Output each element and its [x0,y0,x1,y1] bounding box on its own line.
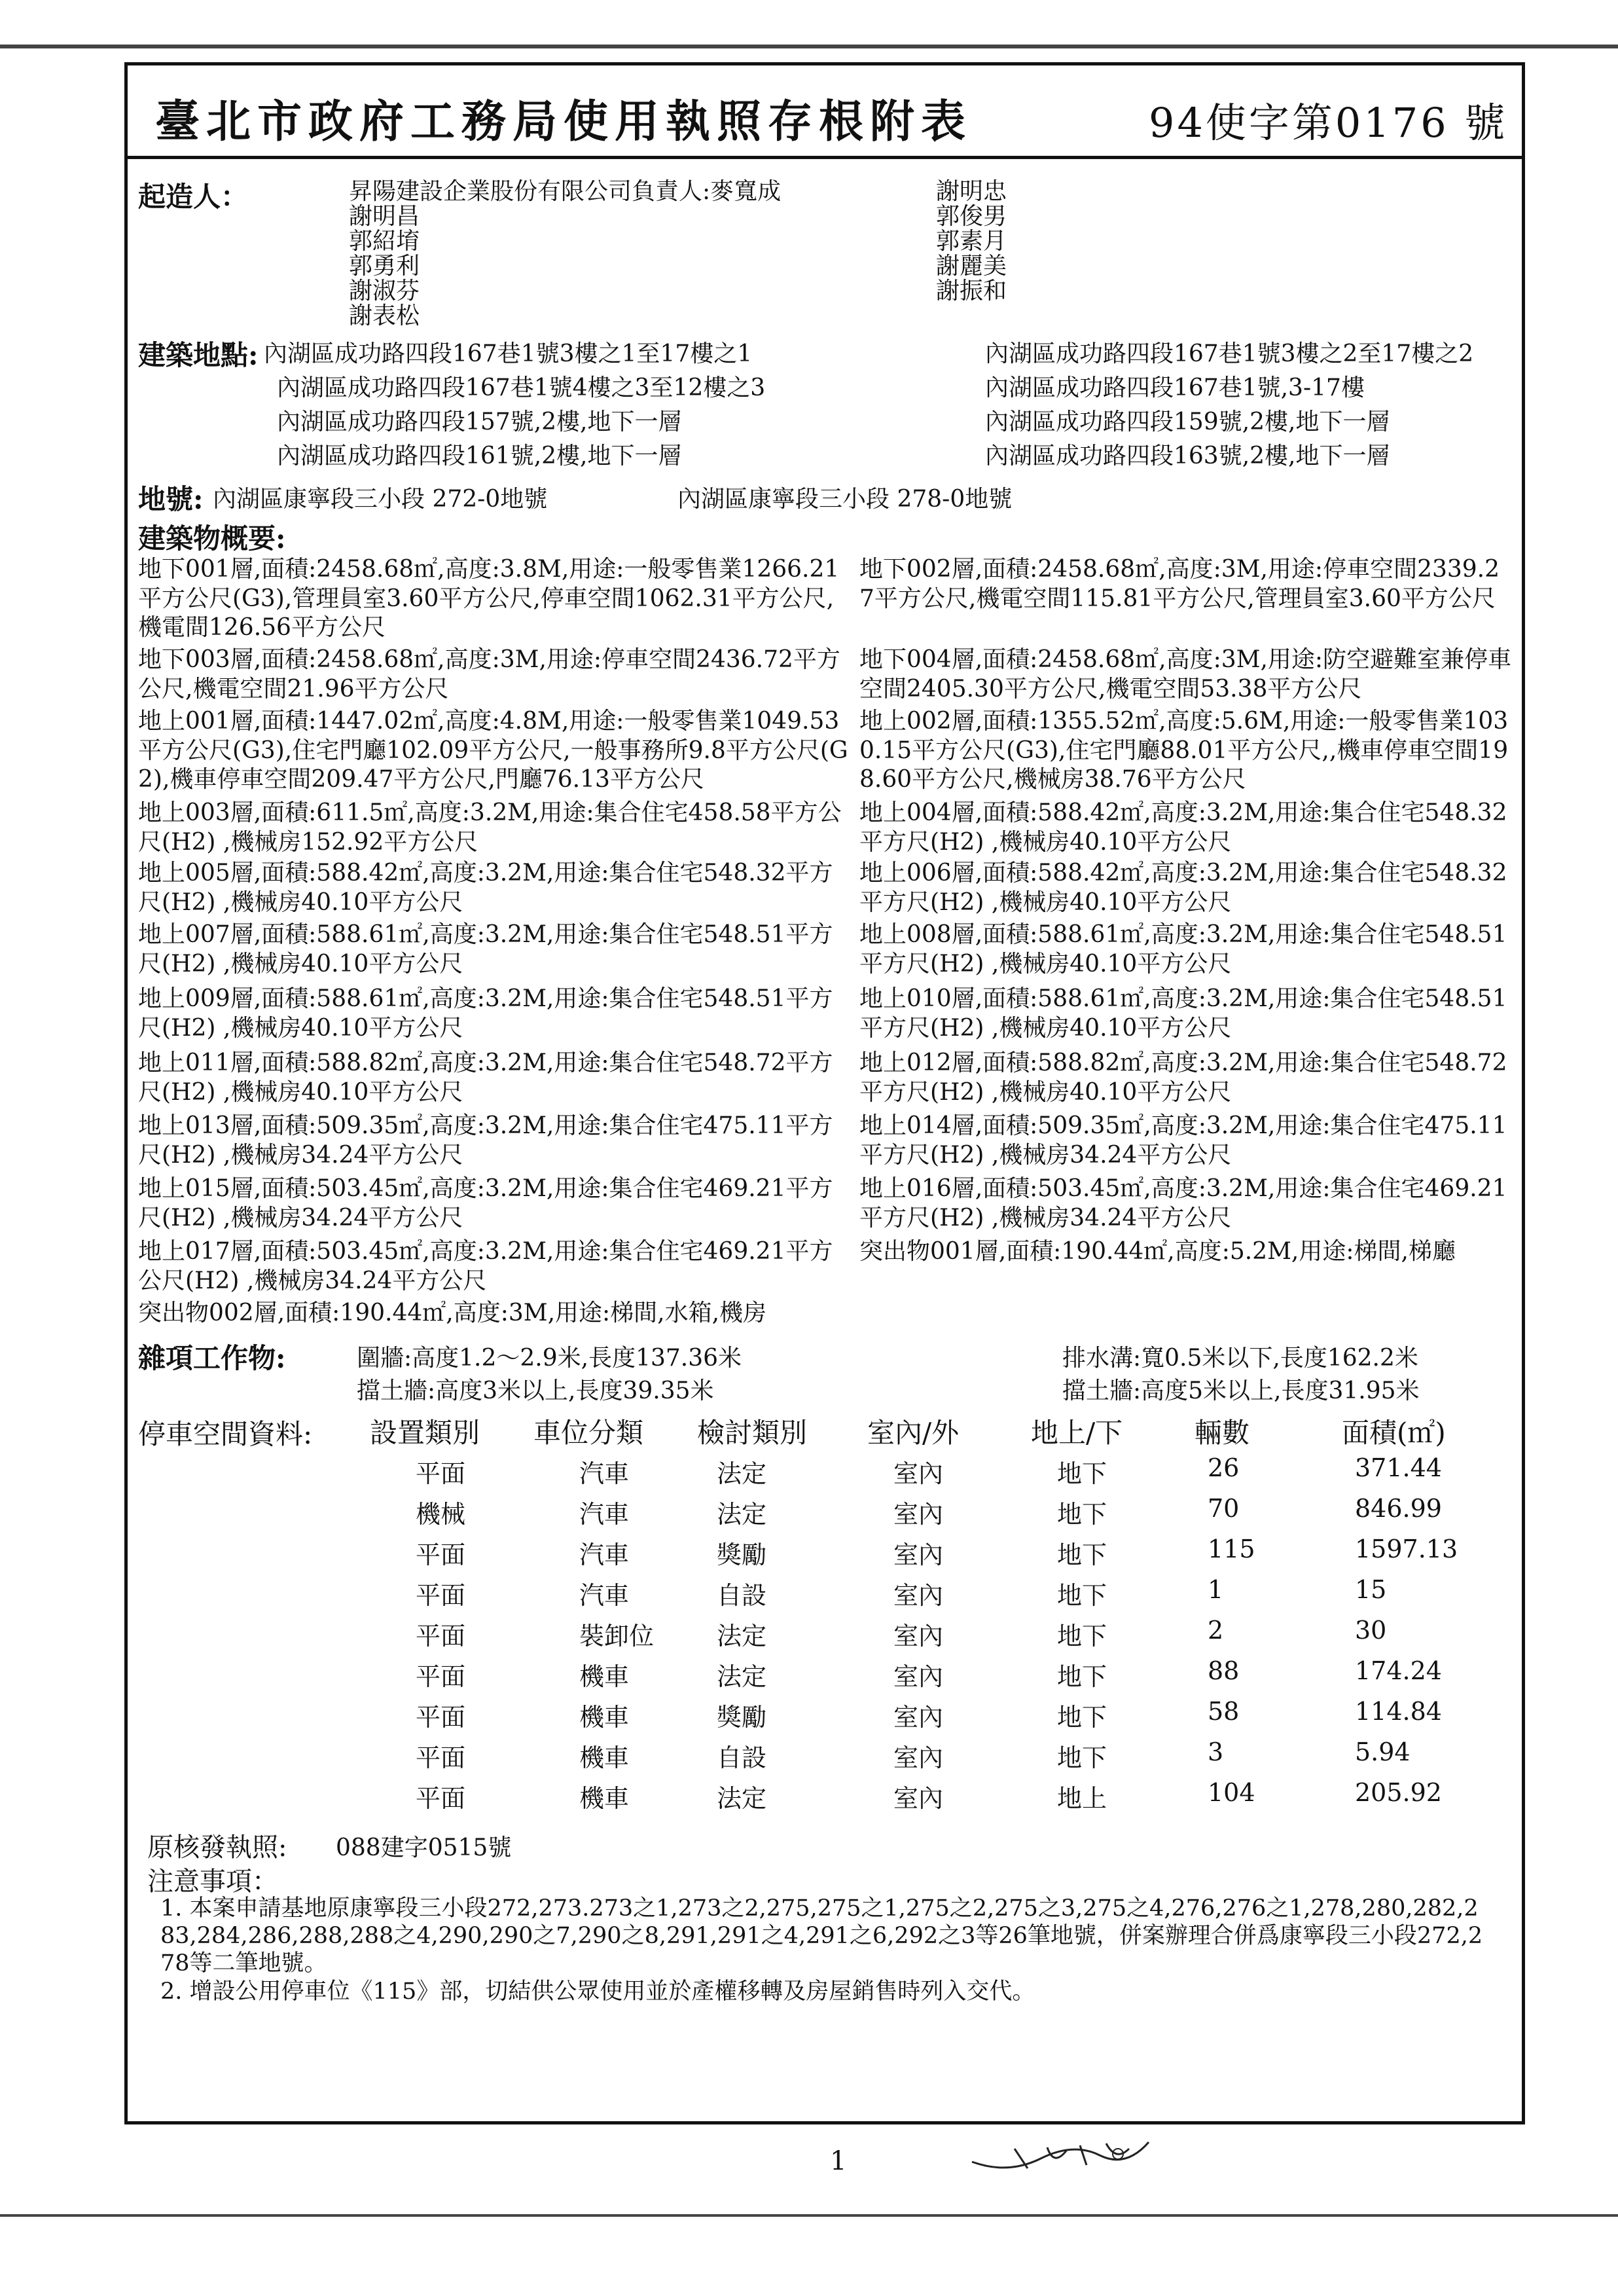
parking-cell: 自設 [717,1743,767,1772]
parking-cell: 室內 [893,1662,944,1691]
parking-cell: 2 [1208,1616,1224,1645]
applicant-name: 謝明忠 [936,178,1007,205]
applicant-name: 郭勇利 [349,253,420,280]
permit-number: 94使字第0176 號 [1149,99,1508,147]
original-permit-label: 原核發執照: [147,1832,287,1863]
address-right: 內湖區成功路四段167巷1號3樓之2至17樓之2 [985,340,1474,367]
parking-cell: 平面 [416,1581,466,1610]
floor-entry-left: 地上009層,面積:588.61㎡,高度:3.2M,用途:集合住宅548.51平方尺(H2) ,機械房40.10平方公尺 [138,985,833,1042]
parking-cell: 3 [1208,1738,1224,1766]
note-item: 2. 增設公用停車位《115》部，切結供公眾使用並於產權移轉及房屋銷售時列入交代。 [160,1978,1035,2005]
floor-entry-left: 地上005層,面積:588.42㎡,高度:3.2M,用途:集合住宅548.32平方尺(H2) ,機械房40.10平方公尺 [138,860,833,916]
parking-cell: 室內 [893,1743,944,1772]
parking-cell: 104 [1208,1778,1255,1807]
parking-col-header: 地上/下 [1031,1417,1123,1449]
floor-entry-right: 地上002層,面積:1355.52㎡,高度:5.6M,用途:一般零售業1030.15平方公尺(G3),住宅門廳88.01平方公尺,,機車停車空間198.60平方公尺,機械房38.76平方公尺 [859,708,1509,793]
parking-cell: 地下 [1057,1622,1107,1650]
notes-label: 注意事項： [147,1867,278,1897]
parking-col-header: 檢討類別 [697,1417,808,1449]
parking-col-header: 室內/外 [867,1417,960,1449]
parking-cell: 70 [1208,1494,1240,1523]
parking-cell: 平面 [416,1622,466,1650]
parking-cell: 平面 [416,1784,466,1813]
parking-cell: 機車 [579,1662,630,1691]
parking-col-header: 車位分類 [533,1417,644,1449]
scan-top-edge [0,45,1618,48]
original-permit-value: 088建字0515號 [336,1834,512,1861]
floor-entry-right: 地下004層,面積:2458.68㎡,高度:3M,用途:防空避難室兼停車空間2405.30平方公尺,機電空間53.38平方公尺 [859,646,1512,702]
floor-entry-left: 地下001層,面積:2458.68㎡,高度:3.8M,用途:一般零售業1266.21平方公尺(G3),管理員室3.60平方公尺,停車空間1062.31平方公尺,機電間126.56平方公尺 [138,556,840,641]
applicant-name: 昇陽建設企業股份有限公司負責人:麥寬成 [349,178,782,205]
header [128,65,1522,159]
address-right: 內湖區成功路四段159號,2樓,地下一層 [985,409,1390,435]
floor-entry-left: 突出物002層,面積:190.44㎡,高度:3M,用途:梯間,水箱,機房 [138,1300,767,1326]
parking-cell: 地下 [1057,1459,1107,1488]
misc-item: 擋土牆:高度5米以上,長度31.95米 [1062,1377,1420,1404]
parking-cell: 汽車 [579,1459,630,1488]
parking-cell: 法定 [717,1784,767,1813]
page-title: 臺北市政府工務局使用執照存根附表 [155,96,973,148]
parking-cell: 846.99 [1355,1494,1442,1523]
parking-cell: 58 [1208,1697,1240,1726]
parking-cell: 地下 [1057,1500,1107,1529]
applicant-name: 郭俊男 [936,203,1007,230]
floor-entry-left: 地上013層,面積:509.35㎡,高度:3.2M,用途:集合住宅475.11平方尺(H2) ,機械房34.24平方公尺 [138,1112,833,1169]
parking-cell: 115 [1208,1535,1255,1563]
parking-cell: 15 [1355,1575,1387,1604]
parking-cell: 汽車 [579,1581,630,1610]
parking-cell: 室內 [893,1581,944,1610]
parking-cell: 機車 [579,1743,630,1772]
parking-cell: 114.84 [1355,1697,1442,1726]
parking-cell: 汽車 [579,1540,630,1569]
floor-entry-left: 地上001層,面積:1447.02㎡,高度:4.8M,用途:一般零售業1049.53平方公尺(G3),住宅門廳102.09平方公尺,一般事務所9.8平方公尺(G2),機車停車空間209.47平方公尺,門廳76.13平方公尺 [138,708,848,793]
floor-entry-left: 地上015層,面積:503.45㎡,高度:3.2M,用途:集合住宅469.21平方尺(H2) ,機械房34.24平方公尺 [138,1175,833,1231]
parking-cell: 平面 [416,1662,466,1691]
parking-cell: 1597.13 [1355,1535,1458,1563]
parking-cell: 機械 [416,1500,466,1529]
floor-entry-right: 突出物001層,面積:190.44㎡,高度:5.2M,用途:梯間,梯廳 [859,1238,1456,1265]
lot-number-2: 內湖區康寧段三小段 278-0地號 [677,486,1013,513]
applicant-name: 謝振和 [936,278,1007,304]
scan-bottom-edge [0,2214,1618,2217]
floor-entry-left: 地下003層,面積:2458.68㎡,高度:3M,用途:停車空間2436.72平方公尺,機電空間21.96平方公尺 [138,646,840,702]
parking-col-header: 面積(㎡) [1342,1417,1446,1449]
misc-item: 排水溝:寬0.5米以下,長度162.2米 [1062,1345,1418,1372]
parking-cell: 地下 [1057,1703,1107,1732]
floor-entry-left: 地上003層,面積:611.5㎡,高度:3.2M,用途:集合住宅458.58平方公尺(H2) ,機械房152.92平方公尺 [138,799,842,856]
parking-cell: 室內 [893,1500,944,1529]
building-summary-label: 建築物概要: [138,522,286,555]
floor-entry-left: 地上011層,面積:588.82㎡,高度:3.2M,用途:集合住宅548.72平方尺(H2) ,機械房40.10平方公尺 [138,1049,833,1106]
parking-cell: 室內 [893,1540,944,1569]
applicant-name: 郭素月 [936,228,1007,255]
parking-cell: 獎勵 [717,1540,767,1569]
lot-label: 地號: [138,483,204,515]
misc-works-label: 雜項工作物: [138,1342,286,1374]
misc-item: 擋土牆:高度3米以上,長度39.35米 [357,1377,714,1404]
floor-entry-right: 地上012層,面積:588.82㎡,高度:3.2M,用途:集合住宅548.72平方尺(H2) ,機械房40.10平方公尺 [859,1049,1507,1106]
parking-cell: 88 [1208,1656,1240,1685]
applicant-name: 謝明昌 [349,203,420,230]
applicant-name: 謝淑芬 [349,278,420,304]
parking-cell: 205.92 [1355,1778,1442,1807]
address-left: 內湖區成功路四段167巷1號4樓之3至12樓之3 [277,374,766,401]
parking-cell: 裝卸位 [579,1622,655,1650]
address-left: 內湖區成功路四段157號,2樓,地下一層 [277,409,682,435]
parking-cell: 地下 [1057,1540,1107,1569]
parking-cell: 室內 [893,1784,944,1813]
note-item: 1. 本案申請基地原康寧段三小段272,273.273之1,273之2,275,275之1,275之2,275之3,275之4,276,276之1,278,280,282,283,284,286,288,288之4,290,290之7,290之8,291,291之4,291之6,292之3等26筆地號，併案辦理合併爲康寧段三小段272,278等二筆地號。 [160,1895,1483,1977]
parking-cell: 371.44 [1355,1453,1442,1482]
misc-item: 圍牆:高度1.2～2.9米,長度137.36米 [357,1345,742,1372]
floor-entry-right: 地上008層,面積:588.61㎡,高度:3.2M,用途:集合住宅548.51平方尺(H2) ,機械房40.10平方公尺 [859,921,1507,977]
parking-cell: 地上 [1057,1784,1107,1813]
parking-cell: 法定 [717,1500,767,1529]
parking-cell: 法定 [717,1459,767,1488]
parking-cell: 174.24 [1355,1656,1442,1685]
parking-cell: 室內 [893,1703,944,1732]
applicant-name: 郭紹堉 [349,228,420,255]
floor-entry-left: 地上007層,面積:588.61㎡,高度:3.2M,用途:集合住宅548.51平方尺(H2) ,機械房40.10平方公尺 [138,921,833,977]
parking-cell: 自設 [717,1581,767,1610]
floor-entry-right: 地上006層,面積:588.42㎡,高度:3.2M,用途:集合住宅548.32平方尺(H2) ,機械房40.10平方公尺 [859,860,1507,916]
parking-cell: 5.94 [1355,1738,1411,1766]
floor-entry-right: 地下002層,面積:2458.68㎡,高度:3M,用途:停車空間2339.27平方公尺,機電空間115.81平方公尺,管理員室3.60平方公尺 [859,556,1500,612]
lot-number-1: 內湖區康寧段三小段 272-0地號 [213,486,548,513]
address-right: 內湖區成功路四段167巷1號,3-17樓 [985,374,1365,401]
parking-cell: 30 [1355,1616,1387,1645]
parking-cell: 汽車 [579,1500,630,1529]
floor-entry-left: 地上017層,面積:503.45㎡,高度:3.2M,用途:集合住宅469.21平方公尺(H2) ,機械房34.24平方公尺 [138,1238,833,1294]
handwritten-mark-icon [969,2136,1152,2181]
floor-entry-right: 地上016層,面積:503.45㎡,高度:3.2M,用途:集合住宅469.21平方尺(H2) ,機械房34.24平方公尺 [859,1175,1507,1231]
address-right: 內湖區成功路四段163號,2樓,地下一層 [985,443,1390,469]
parking-cell: 平面 [416,1703,466,1732]
applicant-name: 謝表松 [349,302,420,329]
parking-cell: 室內 [893,1459,944,1488]
parking-cell: 機車 [579,1784,630,1813]
floor-entry-right: 地上010層,面積:588.61㎡,高度:3.2M,用途:集合住宅548.51平方尺(H2) ,機械房40.10平方公尺 [859,985,1507,1042]
parking-cell: 地下 [1057,1581,1107,1610]
parking-cell: 1 [1208,1575,1224,1604]
parking-cell: 機車 [579,1703,630,1732]
floor-entry-right: 地上014層,面積:509.35㎡,高度:3.2M,用途:集合住宅475.11平方尺(H2) ,機械房34.24平方公尺 [859,1112,1507,1169]
applicant-name: 謝麗美 [936,253,1007,280]
address-left: 內湖區成功路四段167巷1號3樓之1至17樓之1 [264,340,753,367]
parking-cell: 平面 [416,1743,466,1772]
parking-cell: 地下 [1057,1662,1107,1691]
parking-col-header: 設置類別 [370,1417,480,1449]
parking-col-header: 輛數 [1195,1417,1250,1449]
parking-cell: 室內 [893,1622,944,1650]
parking-label: 停車空間資料: [138,1418,313,1450]
parking-cell: 26 [1208,1453,1240,1482]
parking-cell: 法定 [717,1662,767,1691]
parking-cell: 平面 [416,1540,466,1569]
address-left: 內湖區成功路四段161號,2樓,地下一層 [277,443,682,469]
location-label: 建築地點: [138,339,259,371]
parking-cell: 法定 [717,1622,767,1650]
applicants-label: 起造人： [138,181,249,213]
parking-cell: 獎勵 [717,1703,767,1732]
parking-cell: 地下 [1057,1743,1107,1772]
parking-cell: 平面 [416,1459,466,1488]
floor-entry-right: 地上004層,面積:588.42㎡,高度:3.2M,用途:集合住宅548.32平方尺(H2) ,機械房40.10平方公尺 [859,799,1507,856]
page-number: 1 [830,2146,847,2176]
document-frame [124,62,1525,2124]
